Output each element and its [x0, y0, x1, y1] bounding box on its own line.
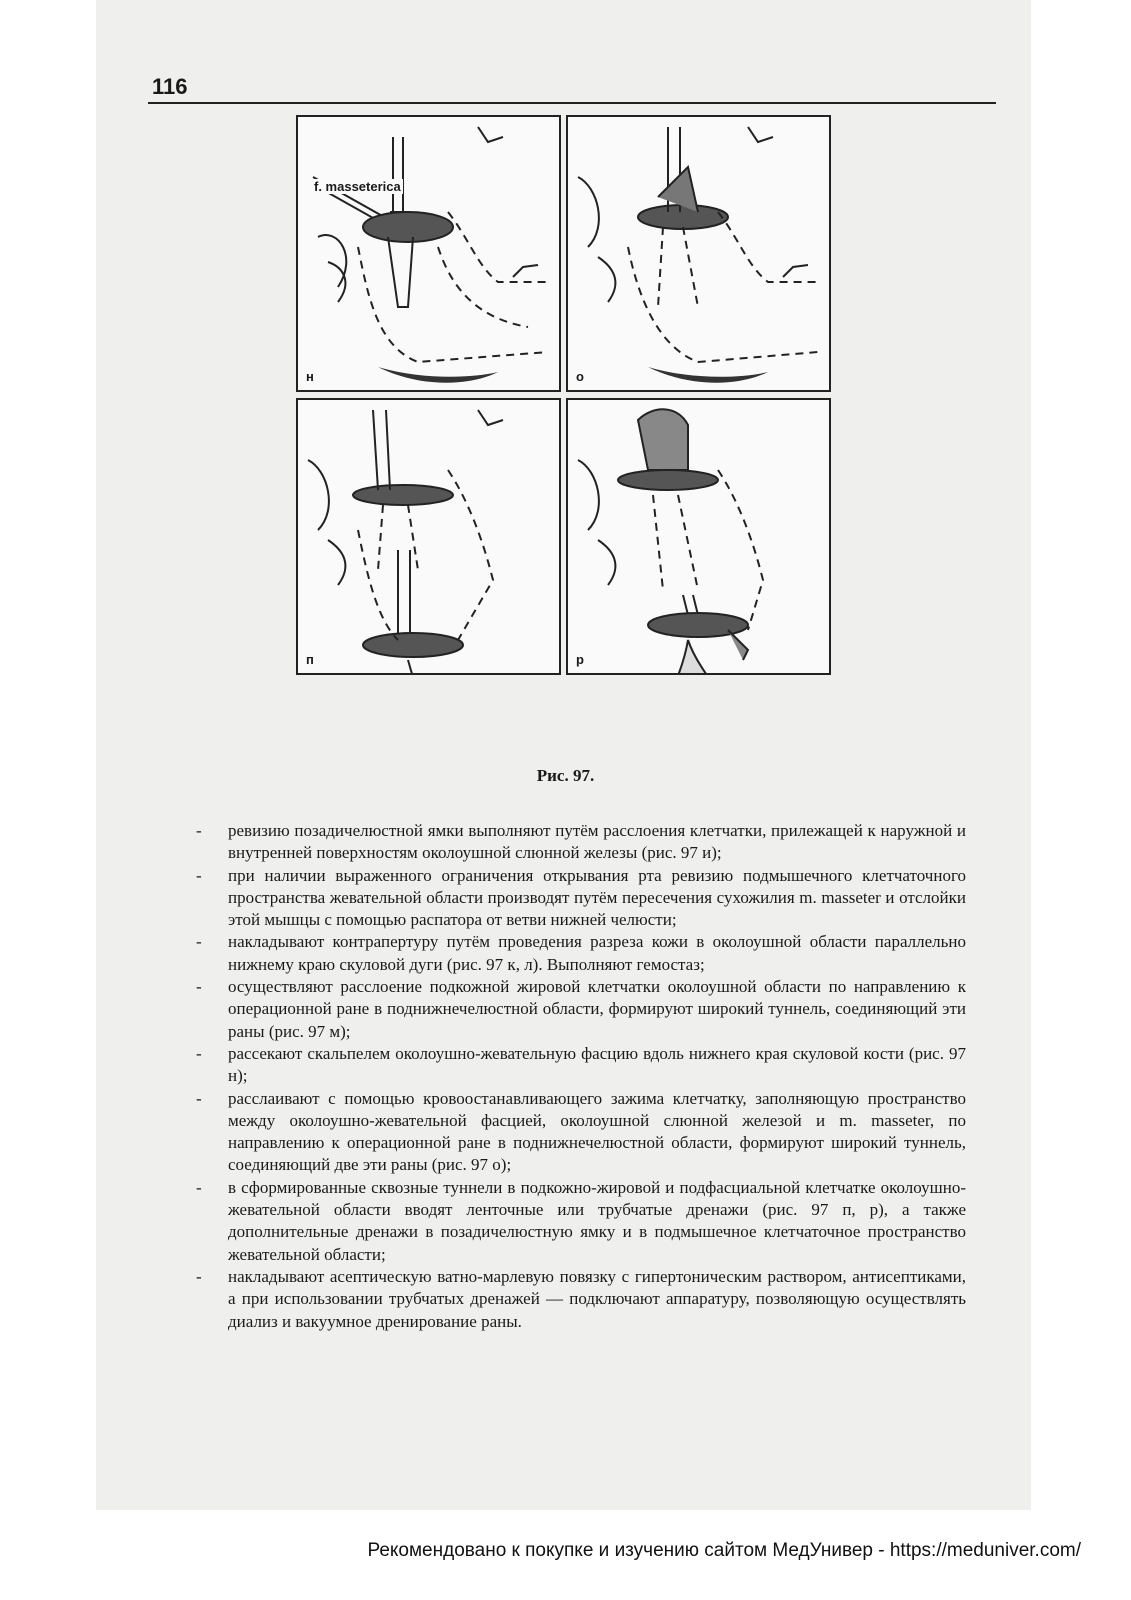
figure-panel-r: [566, 398, 831, 675]
panel-letter: о: [576, 369, 584, 384]
list-item: [196, 1088, 966, 1177]
bullet-marker: -: [196, 1088, 202, 1108]
bullet-marker: -: [196, 977, 202, 997]
figure-panel-n: [296, 115, 561, 392]
list-item: [196, 1043, 966, 1088]
figure-panel-p: [296, 398, 561, 675]
panel-r-illustration: [568, 400, 831, 675]
panel-n-illustration: [298, 117, 561, 392]
procedure-steps-list: [196, 820, 966, 1333]
list-item-text: расслаивают с помощью кровоостанавливающего зажима клетчатку, заполняющую пространство между околоушно-жевательной фасцией, околоушной слюнной железой и m. masseter, по направлению к операционной ране в поднижнечелюстной области, формируют широкий туннель, соединяющий две эти раны (рис. 97 о);: [228, 1088, 966, 1175]
list-item: [196, 1177, 966, 1266]
header-rule: [148, 102, 996, 104]
bullet-marker: -: [196, 1043, 202, 1063]
list-item-text: ревизию позадичелюстной ямки выполняют путём расслоения клетчатки, прилежащей к наружной и внутренней поверхностям околоушной слюнной железы (рис. 97 и);: [228, 821, 966, 863]
figure-panel-o: [566, 115, 831, 392]
bullet-marker: -: [196, 1177, 202, 1197]
figure-label-masseterica: f. masseterica: [314, 179, 401, 194]
list-item-text: накладывают асептическую ватно-марлевую повязку с гипертоническим раствором, антисептиками, а при использовании трубчатых дренажей — подключают аппаратуру, позволяющую осуществлять диализ и вакуумное дренирование раны.: [228, 1266, 966, 1331]
footer-recommendation-link[interactable]: Рекомендовано к покупке и изучению сайтом МедУнивер - https://meduniver.com/: [367, 1540, 1081, 1561]
panel-letter: н: [306, 369, 314, 384]
list-item-text: при наличии выраженного ограничения открывания рта ревизию подмышечного клетчаточного пространства жевательной области производят путём пересечения сухожилия m. masseter и отслойки этой мышцы с помощью распатора от ветви нижней челюсти;: [228, 865, 966, 930]
list-item: [196, 931, 966, 976]
panel-letter: р: [576, 652, 584, 667]
list-item: [196, 976, 966, 1043]
list-item: [196, 820, 966, 865]
bullet-marker: -: [196, 821, 202, 840]
list-item-text: осуществляют расслоение подкожной жировой клетчатки околоушной области по направлению к операционной ране в поднижнечелюстной области, формируют широкий туннель, соединяющий эти раны (рис. 97 м);: [228, 977, 966, 1041]
bullet-marker: -: [196, 865, 202, 885]
panel-p-illustration: [298, 400, 561, 675]
bullet-marker: -: [196, 932, 202, 952]
list-item-text: в сформированные сквозные туннели в подкожно-жировой и подфасциальной клетчатке околоушно-жевательной области вводят ленточные или трубчатые дренажи (рис. 97 п, р), а также дополнительные дренажи в позадичелюстную ямку и в подмышечное клетчаточное пространство жевательной области;: [228, 1177, 966, 1264]
panel-letter: п: [306, 652, 314, 667]
page-number: 116: [152, 74, 188, 99]
panel-o-illustration: [568, 117, 831, 392]
bullet-marker: -: [196, 1266, 202, 1286]
list-item-text: накладывают контрапертуру путём проведения разреза кожи в околоушной области параллельно нижнему краю скуловой дуги (рис. 97 к, л). Выполняют гемостаз;: [228, 932, 966, 974]
figure-caption: Рис. 97.: [536, 766, 595, 785]
list-item: [196, 865, 966, 932]
figure-97: [296, 115, 841, 755]
list-item: [196, 1266, 966, 1333]
list-item-text: рассекают скальпелем околоушно-жевательную фасцию вдоль нижнего края скуловой кости (рис. 97 н);: [228, 1043, 966, 1086]
